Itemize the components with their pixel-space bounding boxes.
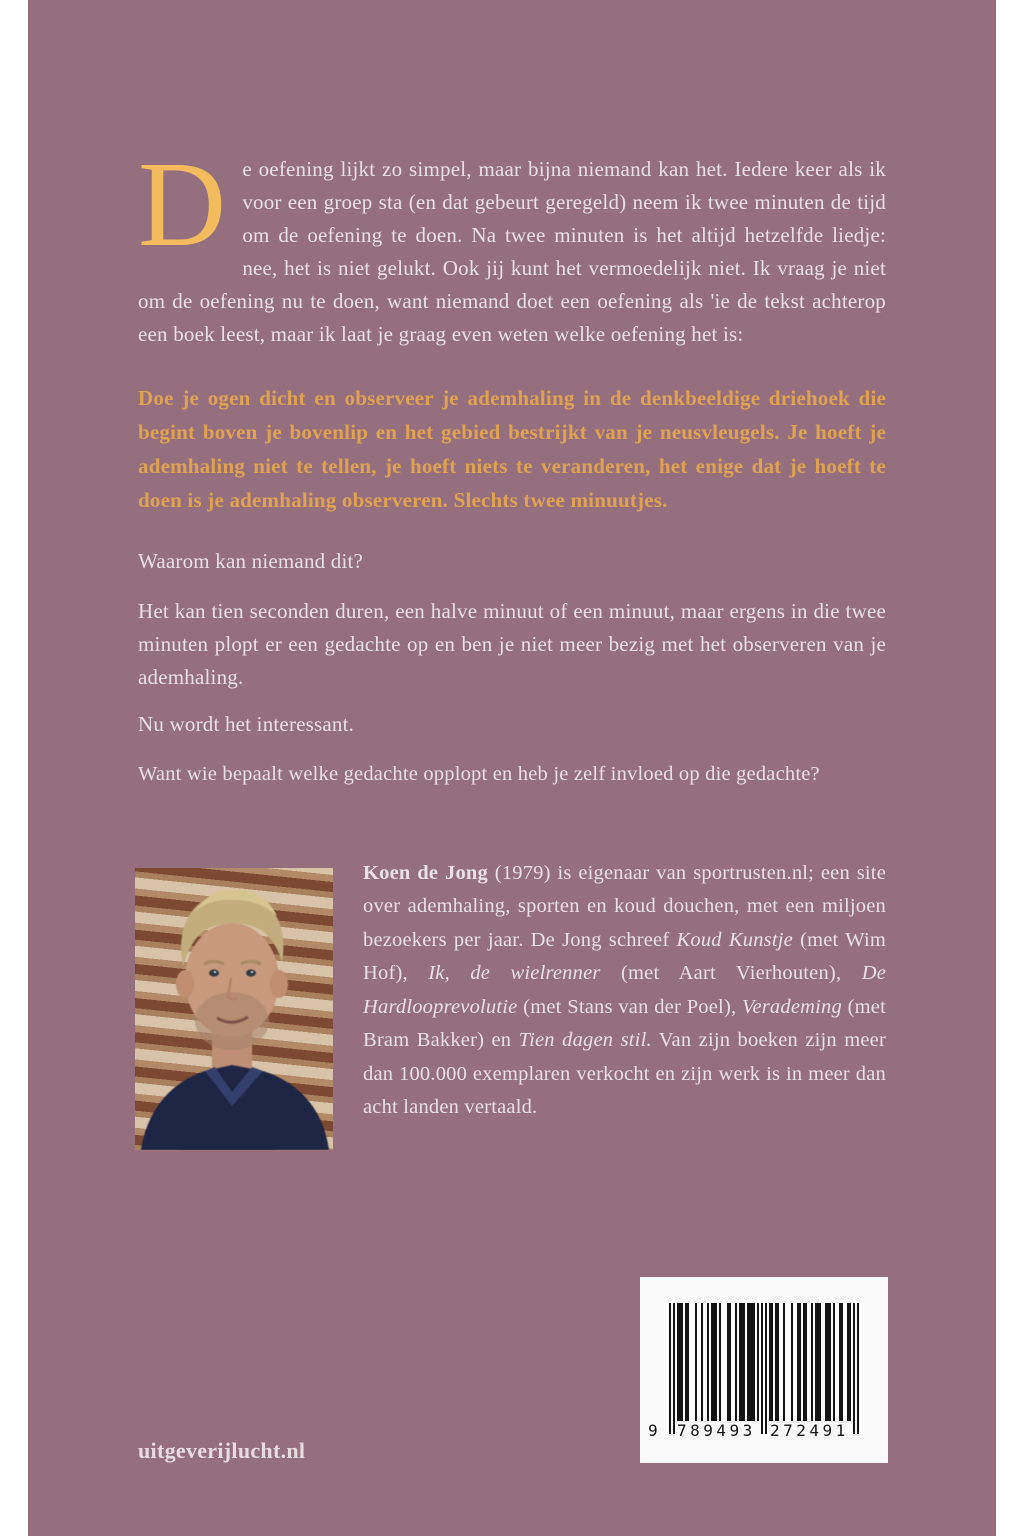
barcode-bar	[833, 1303, 835, 1421]
bio-author-name: Koen de Jong	[363, 861, 488, 884]
barcode-bar	[729, 1303, 731, 1421]
barcode	[640, 1277, 888, 1463]
barcode-bar	[743, 1303, 745, 1421]
bio-segment: (met Bram Bakker) en	[363, 995, 886, 1051]
bio-segment: Van zijn boeken zijn meer dan 100.000 exemplaren verkocht en zijn werk is in meer dan acht landen vertaald.	[363, 1029, 887, 1118]
barcode-bar	[707, 1303, 709, 1421]
publisher-url: uitgeverijlucht.nl	[138, 1438, 306, 1463]
barcode-bar	[761, 1303, 763, 1434]
barcode-bar	[857, 1303, 859, 1434]
barcode-bar	[811, 1303, 813, 1421]
bio-segment: (1979) is eigenaar van sportrusten.nl; een site over ademhaling, sporten en koud douchen, met een miljoen bezoekers per jaar. De Jong schreef	[363, 861, 886, 951]
barcode-bar	[849, 1303, 851, 1421]
barcode-bar	[681, 1303, 683, 1421]
question-why: Waarom kan niemand dit?	[138, 549, 364, 573]
portrait-eye-glint-left	[214, 971, 216, 973]
barcode-bar	[669, 1303, 671, 1434]
barcode-bar	[695, 1303, 697, 1421]
exercise-paragraph: Doe je ogen dicht en observeer je ademhaling in de denkbeeldige driehoek die begint boven je bovenlip en het gebied bestrijkt van je neusvleugels. Je hoeft je ademhaling niet te tellen, je hoeft niets te veranderen, het enige dat je hoeft te doen is je ademhaling observeren. Slechts twee minuutjes.	[138, 386, 886, 512]
bio-book-title: Tien dagen stil.	[518, 1029, 652, 1051]
barcode-bar	[791, 1303, 793, 1421]
barcode-bar	[819, 1303, 821, 1421]
barcode-bar	[753, 1303, 755, 1421]
drop-cap-letter: D	[138, 137, 227, 272]
portrait-ear-right	[270, 970, 288, 998]
author-photo	[135, 868, 333, 1150]
statement-interessant: Nu wordt het interessant.	[138, 712, 355, 736]
bio-segment: (met Stans van der Poel),	[517, 995, 742, 1018]
barcode-bar	[715, 1303, 717, 1421]
bio-book-title: Koud Kunstje	[676, 928, 793, 951]
barcode-bar	[673, 1303, 675, 1434]
barcode-digits-right: 272491	[770, 1421, 849, 1440]
barcode-bar	[687, 1303, 689, 1421]
bio-segment: (met Wim Hof),	[363, 928, 886, 984]
bio-book-title: Ik, de wielrenner	[428, 962, 601, 984]
barcode-bar	[805, 1303, 807, 1421]
portrait-eye-glint-right	[251, 971, 253, 973]
barcode-bar	[771, 1303, 773, 1421]
barcode-bar	[719, 1303, 721, 1421]
barcode-bar	[799, 1303, 801, 1421]
bio-segment: (met Aart Vierhouten),	[600, 962, 862, 984]
author-bio	[363, 857, 886, 1125]
portrait-shirt	[141, 1065, 329, 1150]
portrait-eye-left	[209, 969, 219, 976]
bio-book-title: De Hardlooprevolutie	[363, 962, 887, 1018]
barcode-bar	[757, 1303, 759, 1421]
barcode-bar	[829, 1303, 831, 1421]
author-portrait-illustration	[135, 868, 333, 1150]
question-gedachte: Want wie bepaalt welke gedachte opplopt en heb je zelf invloed op die gedachte?	[138, 762, 820, 785]
barcode-digits	[648, 1421, 859, 1441]
bio-book-title: Verademing	[742, 995, 842, 1018]
barcode-bar	[735, 1303, 737, 1421]
intro-paragraph	[138, 137, 886, 351]
portrait-eye-right	[246, 969, 256, 976]
portrait-ear-left	[176, 970, 194, 998]
explanation-paragraph: Het kan tien seconden duren, een halve minuut of een minuut, maar ergens in die twee minuten plopt er een gedachte op en ben je niet meer bezig met het observeren van je ademhaling.	[138, 599, 886, 689]
barcode-bar	[765, 1303, 767, 1434]
barcode-bar	[701, 1303, 703, 1421]
barcode-bar	[783, 1303, 785, 1421]
barcode-bar	[841, 1303, 843, 1421]
barcode-bar	[853, 1303, 855, 1434]
barcode-digits-left: 789493	[677, 1421, 756, 1440]
barcode-digit-first: 9	[648, 1421, 658, 1440]
intro-text: e oefening lijkt zo simpel, maar bijna niemand kan het. Iedere keer als ik voor een groep sta (en dat gebeurt geregeld) neem ik twee minuten de tijd om de oefening te doen. Na twee minuten is het altijd hetzelfde liedje: nee, het is niet gelukt. Ook jij kunt het vermoedelijk niet. Ik vraag je niet om de oefening nu te doen, want niemand doet een oefening als 'ie de tekst achterop een boek leest, maar ik laat je graag even weten welke oefening het is:	[138, 157, 886, 346]
barcode-bar	[777, 1303, 779, 1421]
barcode-bars	[669, 1303, 859, 1435]
